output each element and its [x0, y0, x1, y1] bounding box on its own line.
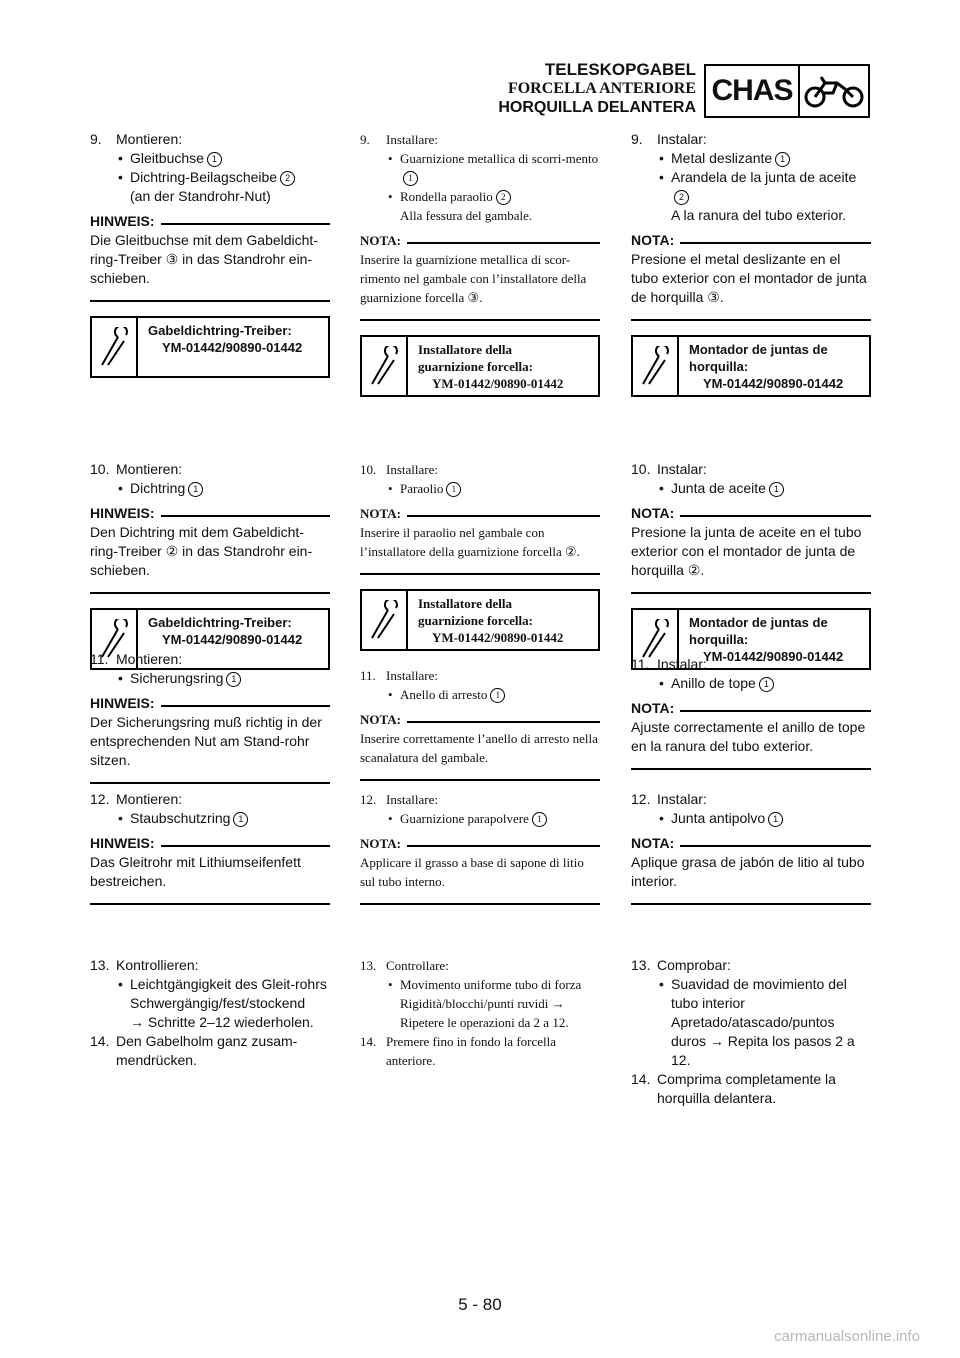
tool-box: Installatore della guarnizione forcella: YM-01442/90890-01442 [360, 589, 600, 651]
note-box: NOTA: Presione la junta de aceite en el tubo exterior con el montador de junta de horquilla ②. [631, 504, 871, 594]
step-13-es: 13. Comprobar: • Suavidad de movimiento del tubo interior Apretado/atascado/puntos duros → Repita los pasos 2 a 12. 14. Comprima completamente la horquilla delantera. [631, 956, 871, 1108]
note-box: NOTA: Presione el metal deslizante en el tubo exterior con el montador de junta de horquilla ③. [631, 231, 871, 321]
step-13-de: 13. Kontrollieren: • Leichtgängigkeit des Gleit-rohrs Schwergängig/fest/stockend → Schritte 2–12 wiederholen. 14. Den Gabelholm ganz zusam-mendrücken. [90, 956, 330, 1070]
chapter-label: CHAS [706, 66, 800, 116]
tool-box: Montador de juntas de horquilla: YM-01442/90890-01442 [631, 608, 871, 670]
wrench-icon [362, 591, 408, 649]
wrench-icon [362, 337, 408, 395]
step-12-it: 12. Installare: • Guarnizione parapolvere 1 NOTA: Applicare il grasso a base di sapone di litio sul tubo interno. [360, 790, 600, 905]
step-13-it: 13. Controllare: • Movimento uniforme tubo di forza Rigidità/blocchi/punti ruvidi → Ripetere le operazioni da 2 a 12. 14. Premere fino in fondo la forcella anteriore. [360, 956, 600, 1070]
step-9-es: 9. Instalar: • Metal deslizante 1 • Arandela de la junta de aceite2 A la ranura del tubo exterior. NOTA: Presione el metal deslizante en el tubo exterior con el montador de junta de horquilla ③. Montador de juntas de horquilla: YM-01442/90890-01442 [631, 130, 871, 397]
section-titles [498, 60, 696, 117]
chapter-badge [704, 64, 870, 118]
step-10-it: 10. Installare: • Paraolio 1 NOTA: Inserire il paraolio nel gambale con l’installatore della guarnizione forcella ②. Installatore della guarnizione forcella: YM-01442/90890-01442 [360, 460, 600, 651]
note-box: HINWEIS: Die Gleitbuchse mit dem Gabeldicht-ring-Treiber ③ in das Standrohr ein-schieben. [90, 212, 330, 302]
step-9-de: 9. Montieren: • Gleitbuchse 1 • Dichtring-Beilagscheibe 2 (an der Standrohr-Nut) HINWEIS: Die Gleitbuchse mit dem Gabeldicht-ring-Treiber ③ in das Standrohr ein-schieben. Gabeldichtring-Treiber: YM-01442/90890-01442 [90, 130, 330, 378]
callout-2: 2 [280, 171, 295, 186]
step-11-de: 11. Montieren: • Sicherungsring 1 HINWEIS: Der Sicherungsring muß richtig in der entsprechenden Nut am Stand-rohr sitzen. [90, 650, 330, 784]
step-12-es: 12. Instalar: • Junta antipolvo 1 NOTA: Aplique grasa de jabón de litio al tubo interior. [631, 790, 871, 905]
note-box: NOTA: Applicare il grasso a base di sapone di litio sul tubo interno. [360, 834, 600, 905]
watermark: carmanualsonline.info [774, 1328, 920, 1345]
step-12-de: 12. Montieren: • Staubschutzring 1 HINWEIS: Das Gleitrohr mit Lithiumseifenfett bestreichen. [90, 790, 330, 905]
page-header [480, 56, 870, 122]
callout-1: 1 [207, 152, 222, 167]
note-box: NOTA: Inserire la guarnizione metallica di scor-rimento nel gambale con l’installatore della guarnizione forcella ③. [360, 231, 600, 321]
note-box: NOTA: Aplique grasa de jabón de litio al tubo interior. [631, 834, 871, 905]
step-10-de: 10. Montieren: • Dichtring 1 HINWEIS: Den Dichtring mit dem Gabeldicht-ring-Treiber ② in das Standrohr ein-schieben. Gabeldichtring-Treiber: YM-01442/90890-01442 [90, 460, 330, 670]
note-box: NOTA: Inserire correttamente l’anello di arresto nella scanalatura del gambale. [360, 710, 600, 781]
note-box: HINWEIS: Der Sicherungsring muß richtig in der entsprechenden Nut am Stand-rohr sitzen. [90, 694, 330, 784]
note-box: NOTA: Ajuste correctamente el anillo de tope en la ranura del tubo exterior. [631, 699, 871, 770]
tool-box: Installatore della guarnizione forcella: YM-01442/90890-01442 [360, 335, 600, 397]
motorcycle-icon [800, 66, 868, 116]
note-box: HINWEIS: Den Dichtring mit dem Gabeldicht-ring-Treiber ② in das Standrohr ein-schieben. [90, 504, 330, 594]
tool-box: Gabeldichtring-Treiber: YM-01442/90890-01442 [90, 316, 330, 378]
title-es: HORQUILLA DELANTERA [498, 99, 696, 116]
step-9-it: 9. Installare: • Guarnizione metallica di scorri-mento1 • Rondella paraolio 2 Alla fessura del gambale. NOTA: Inserire la guarnizione metallica di scor-rimento nel gambale con l’installatore della guarnizione forcella ③. Installatore della guarnizione forcella: YM-01442/90890-01442 [360, 130, 600, 397]
title-it: FORCELLA ANTERIORE [507, 80, 696, 97]
step-11-it: 11. Installare: • Anello di arresto 1 NOTA: Inserire correttamente l’anello di arresto nella scanalatura del gambale. [360, 666, 600, 781]
title-de: TELESKOPGABEL [544, 60, 696, 79]
wrench-icon [92, 318, 138, 376]
step-11-es: 11. Instalar: • Anillo de tope 1 NOTA: Ajuste correctamente el anillo de tope en la ranura del tubo exterior. [631, 655, 871, 770]
tool-box: Gabeldichtring-Treiber: YM-01442/90890-01442 [90, 608, 330, 670]
note-box: NOTA: Inserire il paraolio nel gambale con l’installatore della guarnizione forcella ②. [360, 504, 600, 575]
tool-box: Montador de juntas de horquilla: YM-01442/90890-01442 [631, 335, 871, 397]
wrench-icon [633, 337, 679, 395]
step-10-es: 10. Instalar: • Junta de aceite 1 NOTA: Presione la junta de aceite en el tubo exterior con el montador de junta de horquilla ②. Montador de juntas de horquilla: YM-01442/90890-01442 [631, 460, 871, 670]
note-box: HINWEIS: Das Gleitrohr mit Lithiumseifenfett bestreichen. [90, 834, 330, 905]
page-number: 5 - 80 [458, 1295, 502, 1314]
